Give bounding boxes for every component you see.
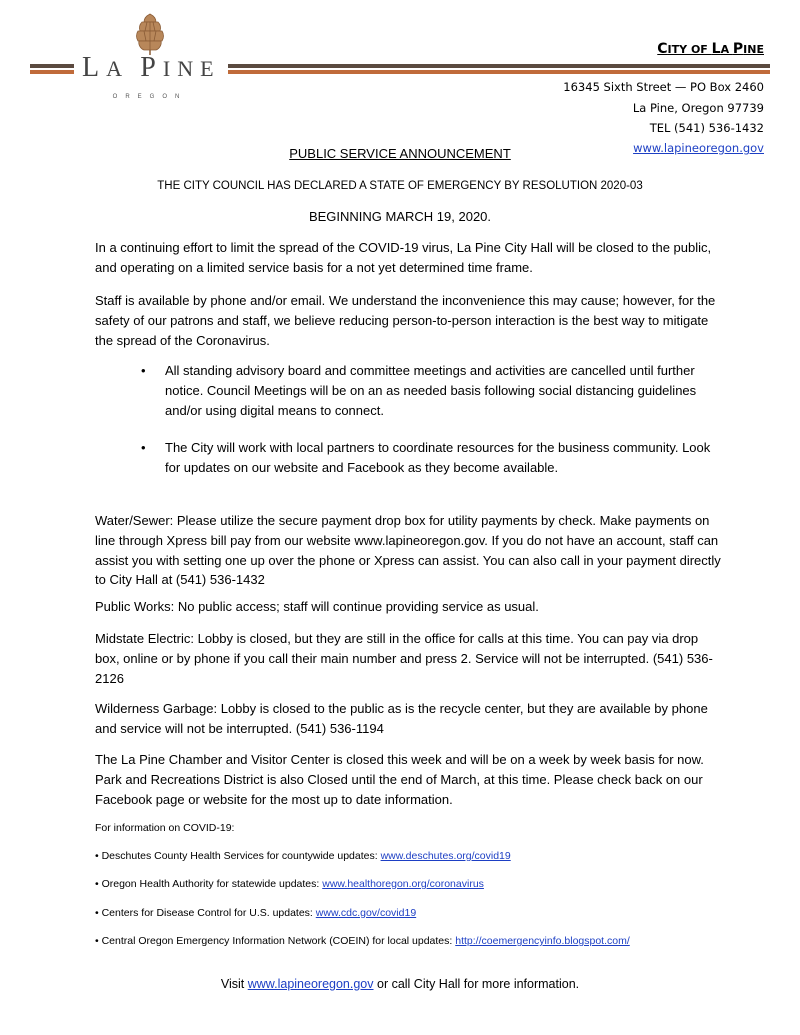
list-item: [141, 361, 725, 420]
paragraph-closure: In a continuing effort to limit the spread of the COVID-19 virus, La Pine City Hall will be closed to the public, and operating on a limited service basis for a not yet determined time frame.: [95, 240, 712, 275]
deschutes-link[interactable]: www.deschutes.org/covid19: [380, 850, 511, 862]
paragraph-water-sewer: Water/Sewer: Please utilize the secure payment drop box for utility payments by check. Make payments on line through Xpress bill pay from our website www.lapineoregon.gov. If you do not have an account, staff can assist you with setting one up over the phone or Xpress can assist. You can also call in your payment directly to City Hall at (541) 536-1432: [95, 513, 721, 588]
covid-info-item: • Oregon Health Authority for statewide updates: www.healthoregon.org/coronavirus: [95, 878, 484, 890]
paragraph-chamber: The La Pine Chamber and Visitor Center is closed this week and will be on a week by week basis for now. Park and Recreations District is also Closed until the end of March, at this time. Please check back on our Facebook page or website for the most up to date information.: [95, 752, 704, 807]
list-item-text: The City will work with local partners to coordinate resources for the business community. Look for updates on our website and Facebook as they become available.: [165, 440, 711, 475]
list-item-text: All standing advisory board and committee meetings and activities are cancelled until further notice. Council Meetings will be on an as needed basis following social distancing guidelines and/or using digital means to connect.: [165, 363, 697, 418]
covid-info-item: • Central Oregon Emergency Information Network (COEIN) for local updates: http://coemergencyinfo.blogspot.com/: [95, 935, 630, 947]
logo-subtitle: OREGON: [112, 94, 188, 100]
header-rule-orange-left: [30, 70, 74, 74]
coein-link[interactable]: http://coemergencyinfo.blogspot.com/: [455, 935, 630, 947]
footer-website-link[interactable]: www.lapineoregon.gov: [247, 977, 374, 991]
logo-wordmark: LA PINE: [82, 52, 221, 83]
header-rule-orange-right: [228, 70, 770, 74]
header-rule-brown-left: [30, 64, 74, 68]
address-phone: TEL (541) 536-1432: [649, 121, 764, 135]
website-link[interactable]: www.lapineoregon.gov: [633, 141, 764, 155]
beginning-date: BEGINNING MARCH 19, 2020.: [308, 209, 492, 224]
covid-info-item: • Centers for Disease Control for U.S. updates: www.cdc.gov/covid19: [95, 907, 417, 919]
list-item: [141, 438, 725, 478]
paragraph-public-works: Public Works: No public access; staff will continue providing service as usual.: [95, 599, 539, 614]
header-rule-brown-right: [228, 64, 770, 68]
covid-info-heading: For information on COVID-19:: [95, 822, 235, 834]
emergency-declaration: THE CITY COUNCIL HAS DECLARED A STATE OF EMERGENCY BY RESOLUTION 2020-03: [157, 180, 643, 192]
bullet-icon: •: [141, 440, 146, 455]
oha-link[interactable]: www.healthoregon.org/coronavirus: [322, 878, 484, 890]
covid-info-item: • Deschutes County Health Services for countywide updates: www.deschutes.org/covid19: [95, 850, 511, 862]
paragraph-staff: Staff is available by phone and/or email. We understand the inconvenience this may cause; however, for the safety of our patrons and staff, we believe reducing person-to-person interaction is the best way to mitigate the spread of the Coronavirus.: [95, 293, 716, 348]
city-title: CITY OF LA PINE: [657, 41, 764, 57]
announcement-heading: PUBLIC SERVICE ANNOUNCEMENT: [289, 146, 511, 161]
footer-note: Visit www.lapineoregon.gov or call City Hall for more information.: [220, 977, 580, 991]
paragraph-wilderness-garbage: Wilderness Garbage: Lobby is closed to the public as is the recycle center, but they are available by phone and service will not be interrupted. (541) 536-1194: [95, 701, 708, 736]
address-street: 16345 Sixth Street — PO Box 2460: [563, 80, 764, 94]
pinecone-logo-icon: [133, 12, 167, 56]
address-city: La Pine, Oregon 97739: [632, 101, 764, 115]
bullet-icon: •: [141, 363, 146, 378]
cdc-link[interactable]: www.cdc.gov/covid19: [315, 907, 417, 919]
paragraph-midstate-electric: Midstate Electric: Lobby is closed, but they are still in the office for calls at this time. You can pay via drop box, online or by phone if you call their main number and press 2. Service will not be interrupted. (541) 536-2126: [95, 631, 713, 686]
